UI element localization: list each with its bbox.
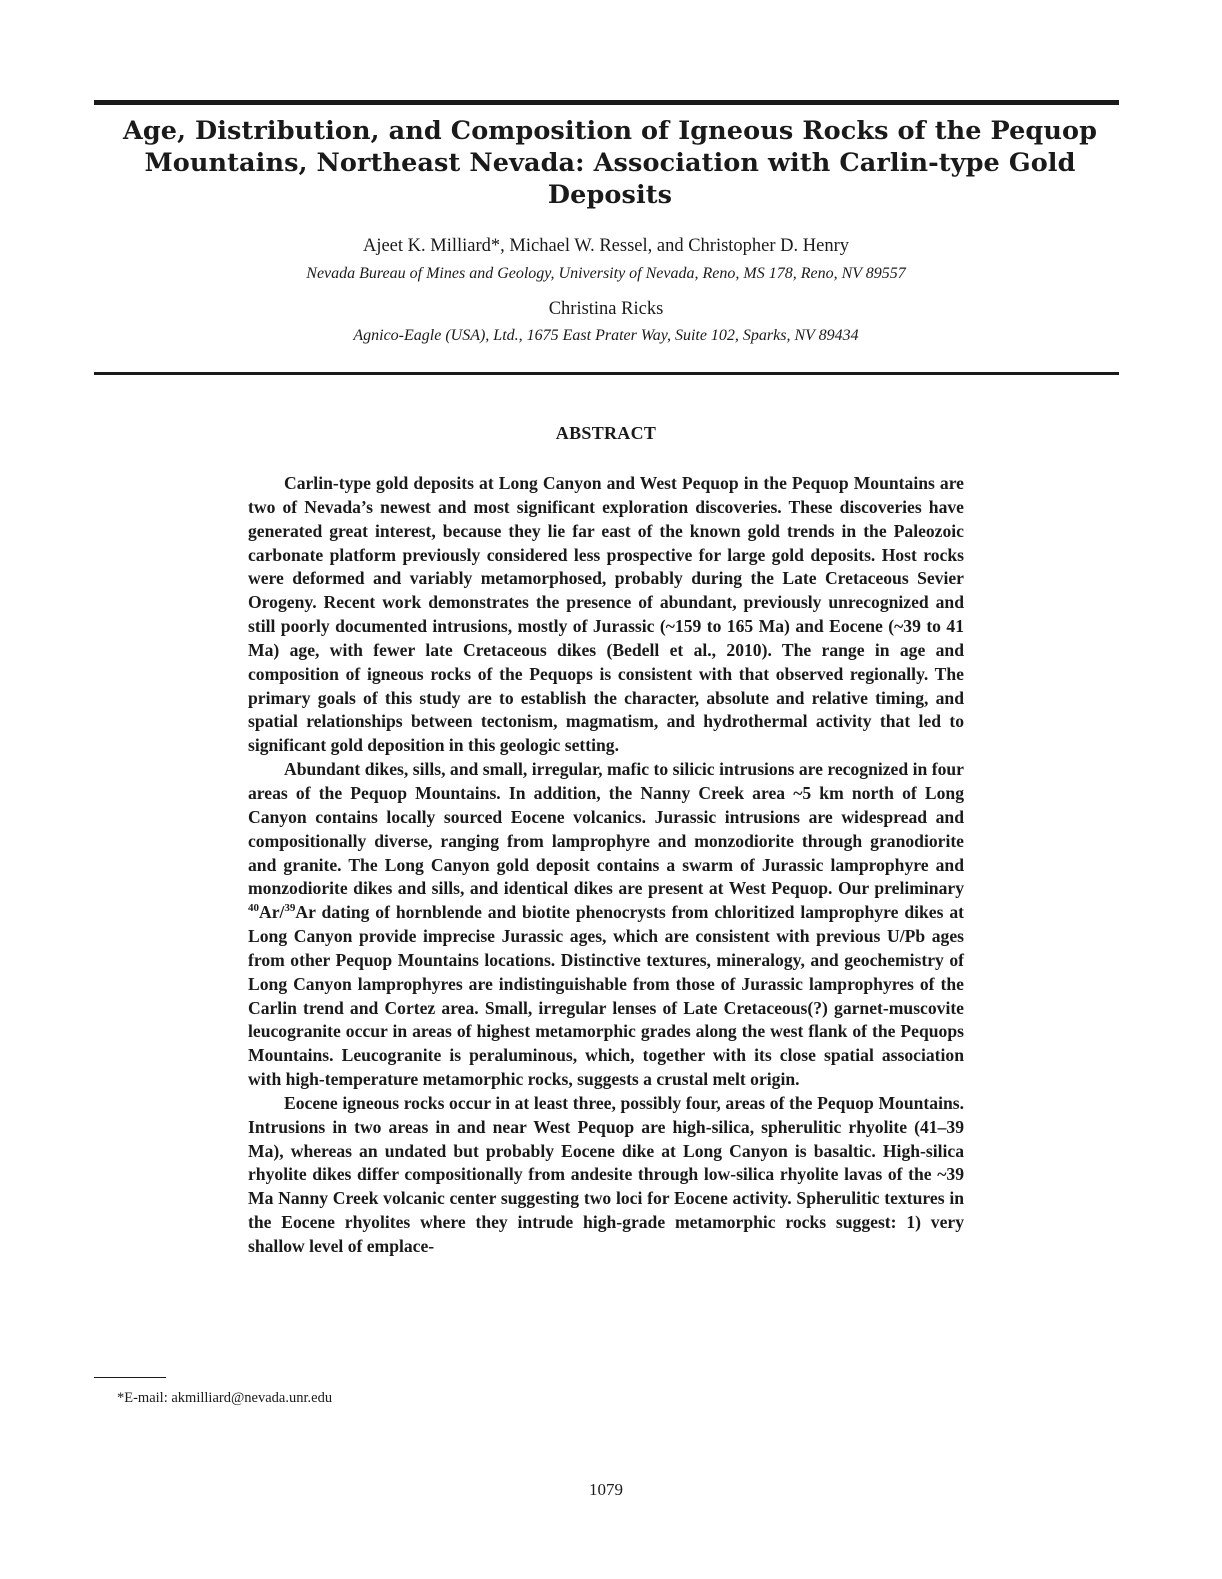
abstract-paragraph-2-text-b: Ar/ bbox=[259, 902, 285, 923]
isotope-superscript-39: 39 bbox=[284, 902, 296, 915]
paper-title: Age, Distribution, and Composition of Igneous Rocks of the Pequop Mountains, Northeast Nevada: Association with Carlin-type Gold Deposits bbox=[122, 116, 1098, 210]
author-list: Ajeet K. Milliard*, Michael W. Ressel, and Christopher D. Henry bbox=[362, 236, 850, 256]
abstract-paragraph-2-text-a: Abundant dikes, sills, and small, irregular, mafic to silicic intrusions are recognized in four areas of the Pequop Mountains. In addition, the Nanny Creek area ~5 km north of Long Canyon contains locally sourced Eocene volcanics. Jurassic intrusions are widespread and compositionally diverse, ranging from lamprophyre and monzodiorite through granodiorite and granite. The Long Canyon gold deposit contains a swarm of Jurassic lamprophyre and monzodiorite dikes and sills, and identical dikes are present at West Pequop. Our preliminary bbox=[248, 759, 964, 899]
footnote-divider bbox=[94, 1377, 166, 1378]
isotope-superscript-40: 40 bbox=[248, 902, 259, 915]
abstract-heading: ABSTRACT bbox=[555, 423, 657, 443]
author-affiliation-1: Nevada Bureau of Mines and Geology, University of Nevada, Reno, MS 178, Reno, NV 89557 bbox=[306, 265, 906, 282]
abstract-paragraph-1: Carlin-type gold deposits at Long Canyon and West Pequop in the Pequop Mountains are two of Nevada’s newest and most significant exploration discoveries. These discoveries have generated great interest, because they lie far east of the known gold trends in the Paleozoic carbonate platform previously considered less prospective for large gold deposits. Host rocks were deformed and variably metamorphosed, probably during the Late Cretaceous Sevier Orogeny. Recent work demonstrates the presence of abundant, previously unrecognized and still poorly documented intrusions, mostly of Jurassic (~159 to 165 Ma) and Eocene (~39 to 41 Ma) age, with fewer late Cretaceous dikes (Bedell et al., 2010). The range in age and composition of igneous rocks of the Pequops is consistent with that observed regionally. The primary goals of this study are to establish the character, absolute and relative timing, and spatial relationships between tectonism, magmatism, and hydrothermal activity that led to significant gold deposition in this geologic setting. bbox=[248, 473, 964, 756]
header-rule-top bbox=[94, 100, 1119, 105]
abstract-paragraph-2-text-c: Ar dating of hornblende and biotite phenocrysts from chloritized lamprophyre dikes at Long Canyon provide imprecise Jurassic ages, which are consistent with previous U/Pb ages from other Pequop Mountains locations. Distinctive textures, mineralogy, and geochemistry of Long Canyon lamprophyres are indistinguishable from those of Jurassic lamprophyres of the Carlin trend and Cortez area. Small, irregular lenses of Late Cretaceous(?) garnet-muscovite leucogranite occur in areas of highest metamorphic grades along the west flank of the Pequops Mountains. Leucogranite is peraluminous, which, together with its close spatial association with high-temperature metamorphic rocks, suggests a crustal melt origin. bbox=[248, 902, 964, 1090]
abstract-body bbox=[248, 472, 964, 1259]
author-affiliation-2: Agnico-Eagle (USA), Ltd., 1675 East Prater Way, Suite 102, Sparks, NV 89434 bbox=[353, 327, 859, 344]
abstract-paragraph-2 bbox=[248, 758, 964, 1092]
abstract-paragraph-3: Eocene igneous rocks occur in at least three, possibly four, areas of the Pequop Mountains. Intrusions in two areas in and near West Pequop are high-silica, spherulitic rhyolite (41–39 Ma), whereas an undated but probably Eocene dike at Long Canyon is basaltic. High-silica rhyolite dikes differ compositionally from andesite through low-silica rhyolite lavas of the ~39 Ma Nanny Creek volcanic center suggesting two loci for Eocene activity. Spherulitic textures in the Eocene rhyolites where they intrude high-grade metamorphic rocks suggest: 1) very shallow level of emplace- bbox=[248, 1092, 964, 1256]
author-second-group: Christina Ricks bbox=[548, 299, 664, 319]
page-number: 1079 bbox=[589, 1480, 623, 1499]
footnote-email: *E-mail: akmilliard@nevada.unr.edu bbox=[117, 1390, 333, 1406]
header-rule-bottom bbox=[94, 372, 1119, 375]
